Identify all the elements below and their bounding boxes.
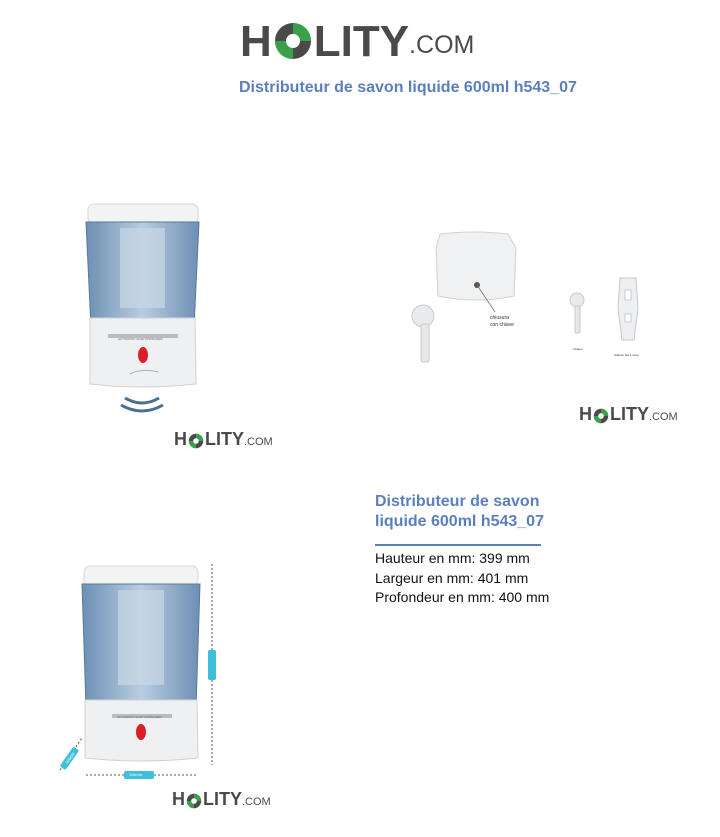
front-label-text: AUTOMATIC SOAP DISPENSER <box>118 337 163 341</box>
spec-height: Hauteur en mm: 399 mm <box>375 550 530 566</box>
watermark-text: LITY <box>203 789 242 809</box>
bracket-label: Attacco per il muro <box>614 353 640 357</box>
watermark-text: LITY <box>205 429 244 449</box>
product-image-front[interactable] <box>80 198 205 420</box>
watermark-text: LITY <box>610 404 649 424</box>
spec-width: Largeur en mm: 401 mm <box>375 569 529 586</box>
watermark-o-icon <box>593 408 609 424</box>
watermark-com: .COM <box>649 411 678 423</box>
watermark-com: .COM <box>242 796 271 808</box>
page-title: Distributeur de savon liquide 600ml h543_07 <box>239 79 577 96</box>
product-image-accessories[interactable] <box>400 228 660 368</box>
watermark-h: H <box>579 404 592 424</box>
watermark-com: .COM <box>244 436 273 448</box>
logo-com: .COM <box>409 31 475 59</box>
width-tag: 110mm <box>129 772 143 777</box>
site-logo[interactable] <box>240 18 474 64</box>
watermark-o-icon <box>186 793 202 809</box>
specs-block <box>375 492 575 608</box>
watermark-h: H <box>174 429 187 449</box>
callout-line-1: chiusura <box>490 315 509 321</box>
watermark-logo-2 <box>579 404 678 425</box>
specs-divider <box>375 544 541 546</box>
dispenser-front-drawing <box>80 198 205 420</box>
specs-title-line-2: liquide 600ml h543_07 <box>375 513 544 530</box>
key-label: Chiave <box>573 347 583 351</box>
watermark-logo-1 <box>174 429 273 450</box>
logo-o-icon <box>273 21 313 61</box>
watermark-h: H <box>172 789 185 809</box>
depth-tag: 100mm <box>64 751 76 765</box>
logo-text: LITY <box>313 17 410 66</box>
watermark-o-icon <box>188 433 204 449</box>
specs-title-line-1: Distributeur de savon <box>375 493 540 510</box>
accessories-drawing <box>400 228 660 368</box>
spec-depth: Profondeur en mm: 400 mm <box>375 589 550 605</box>
dispenser-dimensions-drawing <box>58 560 223 785</box>
callout-line-2: con chiave <box>490 322 514 328</box>
watermark-logo-3 <box>172 789 271 810</box>
logo-letter-h: H <box>240 17 272 66</box>
product-image-dimensions[interactable] <box>58 560 223 785</box>
dimensions-label-text: AUTOMATIC SOAP DISPENSER <box>117 715 162 719</box>
height-tag: 180mm <box>204 648 209 662</box>
